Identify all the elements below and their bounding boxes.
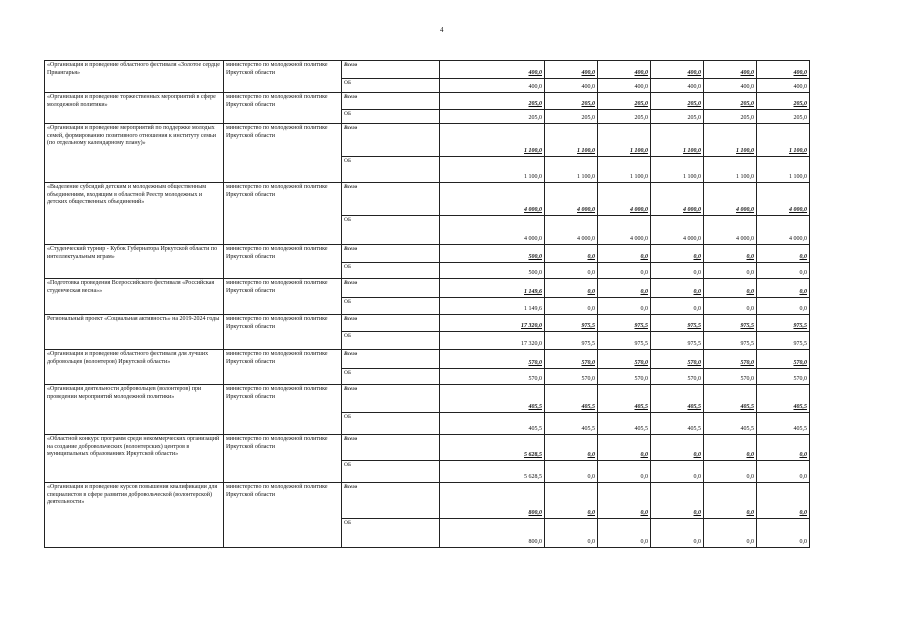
budget-table <box>44 60 810 548</box>
source-value-cell: 570,0 <box>545 369 598 385</box>
executor-cell: министерство по молодежной политике Иркутской области <box>224 483 342 548</box>
table-body <box>45 61 810 548</box>
table-row <box>45 435 810 461</box>
total-value-cell: 0,0 <box>757 279 810 298</box>
table-row <box>45 315 810 332</box>
source-value-cell: 400,0 <box>545 79 598 93</box>
total-value-cell: 1 100,0 <box>704 124 757 157</box>
funding-source-label: ОБ <box>342 298 440 315</box>
source-value-cell: 1 100,0 <box>440 157 545 183</box>
total-value-cell: 975,5 <box>704 315 757 332</box>
funding-total-label: Всего <box>342 385 440 413</box>
source-value-cell: 405,5 <box>545 413 598 435</box>
table-row <box>45 385 810 413</box>
source-value-cell: 1 100,0 <box>598 157 651 183</box>
total-value-cell: 205,0 <box>651 93 704 110</box>
source-value-cell: 0,0 <box>651 263 704 279</box>
source-value-cell: 400,0 <box>704 79 757 93</box>
source-value-cell: 405,5 <box>704 413 757 435</box>
source-value-cell: 0,0 <box>651 519 704 548</box>
total-value-cell: 400,0 <box>651 61 704 79</box>
source-value-cell: 570,0 <box>704 369 757 385</box>
total-value-cell: 405,5 <box>440 385 545 413</box>
source-value-cell: 0,0 <box>545 519 598 548</box>
total-value-cell: 405,5 <box>704 385 757 413</box>
total-value-cell: 1 100,0 <box>545 124 598 157</box>
source-value-cell: 17 320,0 <box>440 332 545 350</box>
total-value-cell: 205,0 <box>440 93 545 110</box>
total-value-cell: 0,0 <box>598 483 651 519</box>
total-value-cell: 405,5 <box>545 385 598 413</box>
total-value-cell: 570,0 <box>757 350 810 369</box>
total-value-cell: 570,0 <box>651 350 704 369</box>
total-value-cell: 0,0 <box>598 245 651 263</box>
executor-cell: министерство по молодежной политике Иркутской области <box>224 61 342 93</box>
source-value-cell: 1 100,0 <box>651 157 704 183</box>
funding-source-label: ОБ <box>342 413 440 435</box>
total-value-cell: 1 100,0 <box>598 124 651 157</box>
source-value-cell: 205,0 <box>757 110 810 124</box>
source-value-cell: 4 000,0 <box>651 216 704 245</box>
source-value-cell: 975,5 <box>545 332 598 350</box>
total-value-cell: 570,0 <box>440 350 545 369</box>
event-name-cell: «Организация и проведение торжественных мероприятий в сфере молодежной политики» <box>45 93 224 124</box>
total-value-cell: 0,0 <box>598 279 651 298</box>
source-value-cell: 1 100,0 <box>545 157 598 183</box>
total-value-cell: 5 628,5 <box>440 435 545 461</box>
executor-cell: министерство по молодежной политике Иркутской области <box>224 124 342 183</box>
source-value-cell: 405,5 <box>598 413 651 435</box>
source-value-cell: 5 628,5 <box>440 461 545 483</box>
total-value-cell: 400,0 <box>440 61 545 79</box>
total-value-cell: 1 100,0 <box>651 124 704 157</box>
total-value-cell: 400,0 <box>545 61 598 79</box>
source-value-cell: 205,0 <box>545 110 598 124</box>
table-row <box>45 245 810 263</box>
executor-cell: министерство по молодежной политике Иркутской области <box>224 315 342 350</box>
total-value-cell: 570,0 <box>598 350 651 369</box>
total-value-cell: 0,0 <box>651 245 704 263</box>
source-value-cell: 205,0 <box>651 110 704 124</box>
total-value-cell: 405,5 <box>598 385 651 413</box>
total-value-cell: 0,0 <box>704 435 757 461</box>
table-row <box>45 350 810 369</box>
funding-source-label: ОБ <box>342 157 440 183</box>
executor-cell: министерство по молодежной политике Иркутской области <box>224 350 342 385</box>
funding-total-label: Всего <box>342 315 440 332</box>
source-value-cell: 4 000,0 <box>598 216 651 245</box>
source-value-cell: 975,5 <box>704 332 757 350</box>
executor-cell: министерство по молодежной политике Иркутской области <box>224 93 342 124</box>
total-value-cell: 0,0 <box>704 245 757 263</box>
source-value-cell: 400,0 <box>598 79 651 93</box>
funding-source-label: ОБ <box>342 461 440 483</box>
event-name-cell: «Организация и проведение мероприятий по поддержке молодых семей, формированию позитивного отношения к институту семьи (по отдельному календарному плану)» <box>45 124 224 183</box>
source-value-cell: 0,0 <box>545 461 598 483</box>
funding-source-label: ОБ <box>342 79 440 93</box>
source-value-cell: 570,0 <box>651 369 704 385</box>
source-value-cell: 0,0 <box>545 298 598 315</box>
source-value-cell: 975,5 <box>651 332 704 350</box>
source-value-cell: 4 000,0 <box>545 216 598 245</box>
source-value-cell: 4 000,0 <box>757 216 810 245</box>
source-value-cell: 0,0 <box>704 263 757 279</box>
source-value-cell: 1 149,6 <box>440 298 545 315</box>
source-value-cell: 1 100,0 <box>757 157 810 183</box>
funding-total-label: Всего <box>342 483 440 519</box>
event-name-cell: «Организация и проведение курсов повышения квалификации для специалистов в сфере развития добровольческой (волонтерской) деятельности» <box>45 483 224 548</box>
source-value-cell: 405,5 <box>757 413 810 435</box>
executor-cell: министерство по молодежной политике Иркутской области <box>224 435 342 483</box>
total-value-cell: 1 100,0 <box>757 124 810 157</box>
executor-cell: министерство по молодежной политике Иркутской области <box>224 385 342 435</box>
funding-total-label: Всего <box>342 93 440 110</box>
event-name-cell: «Студенческий турнир - Кубок Губернатора Иркутской области по интеллектуальным играм» <box>45 245 224 279</box>
funding-total-label: Всего <box>342 124 440 157</box>
table-row <box>45 61 810 79</box>
source-value-cell: 0,0 <box>757 461 810 483</box>
source-value-cell: 0,0 <box>598 298 651 315</box>
source-value-cell: 570,0 <box>598 369 651 385</box>
source-value-cell: 0,0 <box>651 461 704 483</box>
page-number: 4 <box>440 26 444 34</box>
funding-source-label: ОБ <box>342 332 440 350</box>
total-value-cell: 0,0 <box>598 435 651 461</box>
total-value-cell: 4 000,0 <box>704 183 757 216</box>
source-value-cell: 0,0 <box>598 461 651 483</box>
funding-total-label: Всего <box>342 183 440 216</box>
source-value-cell: 0,0 <box>704 461 757 483</box>
source-value-cell: 205,0 <box>704 110 757 124</box>
total-value-cell: 205,0 <box>704 93 757 110</box>
total-value-cell: 975,5 <box>651 315 704 332</box>
table-row <box>45 483 810 519</box>
table-row <box>45 183 810 216</box>
source-value-cell: 0,0 <box>651 298 704 315</box>
event-name-cell: Региональный проект «Социальная активность» на 2019-2024 годы <box>45 315 224 350</box>
total-value-cell: 0,0 <box>545 245 598 263</box>
source-value-cell: 400,0 <box>651 79 704 93</box>
total-value-cell: 1 149,6 <box>440 279 545 298</box>
funding-source-label: ОБ <box>342 263 440 279</box>
total-value-cell: 4 000,0 <box>598 183 651 216</box>
source-value-cell: 570,0 <box>757 369 810 385</box>
total-value-cell: 1 100,0 <box>440 124 545 157</box>
total-value-cell: 0,0 <box>545 279 598 298</box>
funding-source-label: ОБ <box>342 110 440 124</box>
source-value-cell: 0,0 <box>598 519 651 548</box>
funding-total-label: Всего <box>342 61 440 79</box>
source-value-cell: 0,0 <box>598 263 651 279</box>
source-value-cell: 4 000,0 <box>440 216 545 245</box>
source-value-cell: 0,0 <box>757 519 810 548</box>
total-value-cell: 0,0 <box>757 483 810 519</box>
total-value-cell: 205,0 <box>545 93 598 110</box>
total-value-cell: 500,0 <box>440 245 545 263</box>
total-value-cell: 4 000,0 <box>545 183 598 216</box>
event-name-cell: «Выделение субсидий детским и молодежным общественным объединениям, входящим в областной Реестр молодежных и детских общественных объединений» <box>45 183 224 245</box>
source-value-cell: 400,0 <box>757 79 810 93</box>
table-row <box>45 124 810 157</box>
source-value-cell: 0,0 <box>545 263 598 279</box>
total-value-cell: 400,0 <box>704 61 757 79</box>
total-value-cell: 4 000,0 <box>651 183 704 216</box>
source-value-cell: 4 000,0 <box>704 216 757 245</box>
total-value-cell: 205,0 <box>598 93 651 110</box>
executor-cell: министерство по молодежной политике Иркутской области <box>224 279 342 315</box>
total-value-cell: 4 000,0 <box>440 183 545 216</box>
total-value-cell: 0,0 <box>704 279 757 298</box>
total-value-cell: 0,0 <box>545 435 598 461</box>
funding-source-label: ОБ <box>342 369 440 385</box>
total-value-cell: 0,0 <box>757 435 810 461</box>
total-value-cell: 975,5 <box>757 315 810 332</box>
total-value-cell: 405,5 <box>757 385 810 413</box>
total-value-cell: 975,5 <box>598 315 651 332</box>
funding-total-label: Всего <box>342 350 440 369</box>
total-value-cell: 0,0 <box>757 245 810 263</box>
total-value-cell: 205,0 <box>757 93 810 110</box>
source-value-cell: 800,0 <box>440 519 545 548</box>
source-value-cell: 1 100,0 <box>704 157 757 183</box>
total-value-cell: 570,0 <box>545 350 598 369</box>
total-value-cell: 975,5 <box>545 315 598 332</box>
source-value-cell: 975,5 <box>757 332 810 350</box>
source-value-cell: 0,0 <box>704 298 757 315</box>
source-value-cell: 400,0 <box>440 79 545 93</box>
source-value-cell: 500,0 <box>440 263 545 279</box>
source-value-cell: 975,5 <box>598 332 651 350</box>
executor-cell: министерство по молодежной политике Иркутской области <box>224 183 342 245</box>
total-value-cell: 0,0 <box>545 483 598 519</box>
source-value-cell: 205,0 <box>598 110 651 124</box>
total-value-cell: 400,0 <box>598 61 651 79</box>
event-name-cell: «Областной конкурс программ среди некоммерческих организаций на создание добровольческих (волонтерских) центров в муниципальных образованиях Иркутской области» <box>45 435 224 483</box>
total-value-cell: 405,5 <box>651 385 704 413</box>
source-value-cell: 570,0 <box>440 369 545 385</box>
source-value-cell: 405,5 <box>440 413 545 435</box>
source-value-cell: 405,5 <box>651 413 704 435</box>
event-name-cell: «Организация и проведение областного фестиваля «Золотое сердце Приангарья» <box>45 61 224 93</box>
table-row <box>45 279 810 298</box>
total-value-cell: 400,0 <box>757 61 810 79</box>
funding-source-label: ОБ <box>342 216 440 245</box>
total-value-cell: 0,0 <box>651 483 704 519</box>
executor-cell: министерство по молодежной политике Иркутской области <box>224 245 342 279</box>
total-value-cell: 800,0 <box>440 483 545 519</box>
total-value-cell: 0,0 <box>651 279 704 298</box>
funding-total-label: Всего <box>342 435 440 461</box>
source-value-cell: 205,0 <box>440 110 545 124</box>
source-value-cell: 0,0 <box>757 263 810 279</box>
total-value-cell: 4 000,0 <box>757 183 810 216</box>
funding-total-label: Всего <box>342 279 440 298</box>
funding-source-label: ОБ <box>342 519 440 548</box>
source-value-cell: 0,0 <box>704 519 757 548</box>
funding-total-label: Всего <box>342 245 440 263</box>
table-row <box>45 93 810 110</box>
total-value-cell: 0,0 <box>704 483 757 519</box>
event-name-cell: «Подготовка проведения Всероссийского фестиваля «Российская студенческая весна»» <box>45 279 224 315</box>
event-name-cell: «Организация деятельности добровольцев (волонтеров) при проведении мероприятий молодежной политики» <box>45 385 224 435</box>
total-value-cell: 17 320,0 <box>440 315 545 332</box>
total-value-cell: 570,0 <box>704 350 757 369</box>
event-name-cell: «Организация и проведение областного фестиваля для лучших добровольцев (волонтеров) Иркутской области» <box>45 350 224 385</box>
source-value-cell: 0,0 <box>757 298 810 315</box>
total-value-cell: 0,0 <box>651 435 704 461</box>
